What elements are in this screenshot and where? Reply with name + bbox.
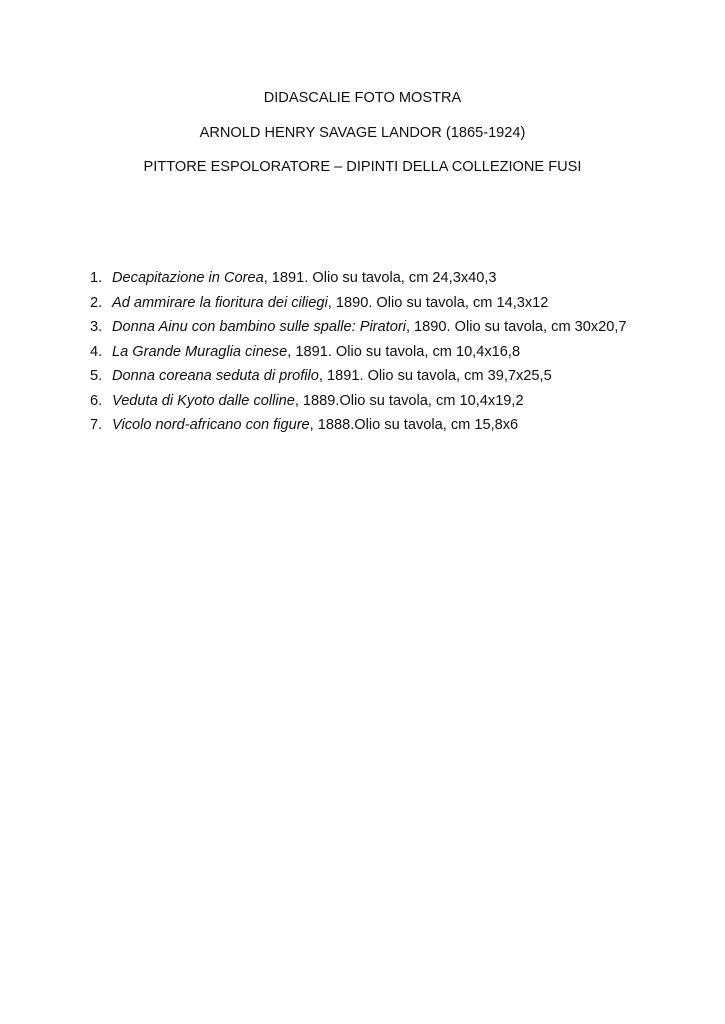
caption-number: 2. [90, 294, 103, 311]
caption-title: Decapitazione in Corea [112, 270, 264, 286]
caption-title: Ad ammirare la fioritura dei ciliegi [112, 294, 328, 311]
caption-title: Veduta di Kyoto dalle colline [112, 392, 295, 409]
caption-details: , 1888.Olio su tavola, cm 15,8x6 [309, 417, 519, 433]
caption-details: , 1890. Olio su tavola, cm 30x20,7 [405, 319, 627, 335]
document-title: DIDASCALIE FOTO MOSTRA [263, 90, 462, 106]
caption-title: Donna coreana seduta di profilo [112, 368, 319, 384]
artist-heading: ARNOLD HENRY SAVAGE LANDOR (1865-1924) [199, 125, 526, 141]
caption-item [90, 315, 656, 340]
caption-number: 7. [90, 417, 103, 433]
caption-number: 3. [90, 319, 103, 335]
caption-number: 5. [90, 368, 103, 384]
caption-number: 6. [90, 392, 103, 409]
caption-list [90, 266, 656, 438]
caption-details: , 1891. Olio su tavola, cm 10,4x16,8 [287, 343, 521, 360]
caption-number: 1. [90, 270, 103, 286]
caption-item [90, 291, 656, 316]
caption-item [90, 340, 656, 365]
exhibition-subtitle: PITTORE ESPOLORATORE – DIPINTI DELLA COLLEZIONE FUSI [143, 159, 582, 175]
caption-number: 4. [90, 343, 103, 360]
caption-details: , 1891. Olio su tavola, cm 39,7x25,5 [318, 368, 552, 384]
caption-item [90, 413, 656, 438]
caption-item [90, 389, 656, 414]
caption-title: Donna Ainu con bambino sulle spalle: Piratori [112, 319, 406, 335]
caption-details: , 1891. Olio su tavola, cm 24,3x40,3 [263, 270, 497, 286]
caption-title: La Grande Muraglia cinese [112, 343, 288, 360]
caption-details: , 1889.Olio su tavola, cm 10,4x19,2 [294, 392, 524, 409]
caption-item [90, 266, 656, 291]
caption-details: , 1890. Olio su tavola, cm 14,3x12 [327, 294, 549, 311]
caption-title: Vicolo nord-africano con figure [112, 417, 310, 433]
caption-item [90, 364, 656, 389]
document-header [0, 89, 725, 176]
